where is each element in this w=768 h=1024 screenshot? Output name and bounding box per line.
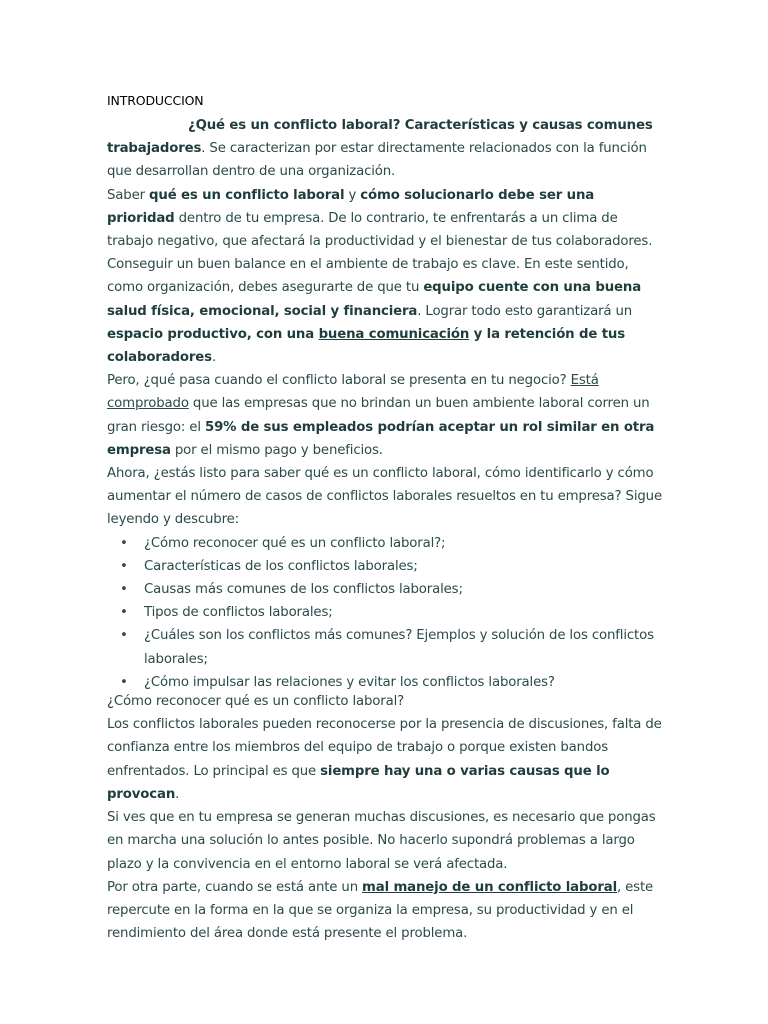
topics-list: [107, 532, 663, 694]
list-item: • Causas más comunes de los conflictos laborales;: [144, 578, 663, 601]
p3-text-3: por el mismo pago y beneficios.: [170, 442, 383, 458]
paragraph-4: Ahora, ¿estás listo para saber qué es un conflicto laboral, cómo identificarlo y cómo aumentar el número de casos de conflictos laborales resueltos en tu empresa? Sigue leyendo y descubre:: [107, 466, 662, 528]
document-body: [107, 92, 663, 945]
p3-text-1: Pero, ¿qué pasa cuando el conflicto laboral se presenta en tu negocio?: [107, 373, 571, 389]
paragraph-2: [107, 253, 663, 369]
list-item: • Características de los conflictos laborales;: [144, 555, 663, 578]
list-item: • ¿Cómo impulsar las relaciones y evitar los conflictos laborales?: [144, 671, 663, 694]
p2-bold-2: espacio productivo, con una: [107, 326, 319, 342]
paragraph-5: [107, 713, 663, 806]
p1-text-3: dentro de tu empresa. De lo contrario, te enfrentarás a un clima de trabajo negativo, que afectará la productividad y el bienestar de tus colaboradores.: [107, 210, 653, 250]
p5-text-2: .: [175, 786, 180, 802]
p3-text-2: que las empresas que no brindan un buen ambiente laboral corren un gran riesgo: el: [107, 396, 650, 435]
p2-bold-3: y la retención de tus colaboradores: [107, 326, 625, 366]
p2-bold-1: equipo cuente con una buena salud física, emocional, social y financiera: [107, 280, 642, 319]
p5-text-1: Los conflictos laborales pueden reconocerse por la presencia de discusiones, falta de confianza entre los miembros del equipo de trabajo o porque existen bandos enfrentados. Lo principal es que: [107, 717, 662, 779]
section-heading: ¿Cómo reconocer qué es un conflicto laboral?: [107, 694, 405, 710]
buena-comunicacion-link[interactable]: buena comunicación: [318, 326, 470, 342]
mal-manejo-link[interactable]: mal manejo de un conflicto laboral: [362, 879, 617, 895]
list-item: • Tipos de conflictos laborales;: [144, 601, 663, 624]
p5-bold-1: siempre hay una o varias causas que lo provocan: [107, 763, 610, 802]
p1-text-1: Saber: [107, 187, 150, 203]
title-paragraph: [107, 114, 663, 184]
esta-comprobado-link[interactable]: Está comprobado: [107, 373, 599, 412]
paragraph-6: Si ves que en tu empresa se generan muchas discusiones, es necesario que pongas en marcha una solución lo antes posible. No hacerlo supondrá problemas a largo plazo y la convivencia en el entorno laboral se verá afectada.: [107, 810, 656, 872]
paragraph-3: [107, 369, 663, 462]
p1-text-2: y: [344, 187, 361, 203]
title-bold-question: ¿Qué es un conflicto laboral? Características y causas comunes trabajadores: [107, 118, 653, 157]
p2-text-1: Conseguir un buen balance en el ambiente de trabajo es clave. En este sentido, como organización, debes asegurarte de que tu: [107, 257, 629, 296]
p2-text-3: .: [211, 350, 217, 366]
intro-heading: INTRODUCCION: [107, 93, 204, 108]
p3-bold-1: 59% de sus empleados podrían aceptar un rol similar en otra empresa: [107, 419, 655, 458]
list-item: • ¿Cuáles son los conflictos más comunes? Ejemplos y solución de los conflictos laborales;: [144, 624, 663, 670]
p7-text-1: Por otra parte, cuando se está ante un: [107, 879, 363, 895]
p7-text-2: , este repercute en la forma en la que se organiza la empresa, su productividad y en el rendimiento del área donde está presente el problema.: [107, 879, 654, 942]
p1-bold-2: cómo solucionarlo debe ser una prioridad: [107, 187, 595, 226]
paragraph-1: [107, 184, 663, 254]
p2-text-2: . Lograr todo esto garantizará un: [417, 303, 633, 319]
list-item: • ¿Cómo reconocer qué es un conflicto laboral?;: [144, 532, 663, 555]
paragraph-7: [107, 876, 663, 946]
title-rest: . Se caracterizan por estar directamente relacionados con la función que desarrollan dentro de una organización.: [107, 141, 647, 180]
p1-bold-1: qué es un conflicto laboral: [149, 187, 345, 203]
